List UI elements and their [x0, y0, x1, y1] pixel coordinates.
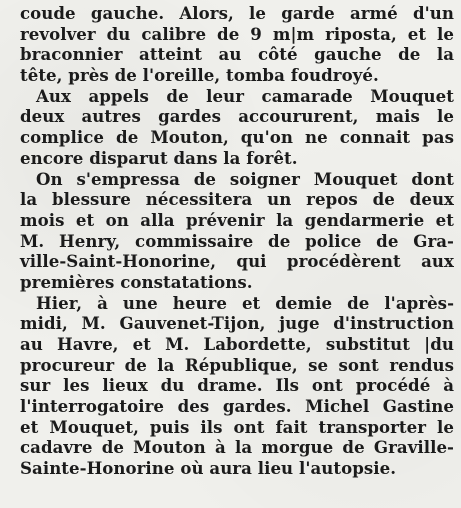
text-line: cadavre de Mouton à la morgue de Graville-	[20, 437, 454, 458]
article-column	[20, 3, 454, 479]
paragraph-4	[20, 293, 454, 479]
text-line: coude gauche. Alors, le garde armé d'un	[20, 3, 454, 23]
text-line: procureur de la République, se sont rendus	[20, 354, 454, 375]
text-line: sur les lieux du drame. Ils ont procédé à	[20, 375, 454, 396]
text-line: mois et on alla prévenir la gendarmerie et	[20, 209, 454, 230]
text-line: l'interrogatoire des gardes. Michel Gastine	[20, 396, 454, 417]
text-line: la blessure nécessitera un repos de deux	[20, 189, 454, 210]
text-line: complice de Mouton, qu'on ne connait pas	[20, 127, 454, 148]
text-line: revolver du calibre de 9 m|m riposta, et le	[20, 23, 454, 44]
text-line: encore disparut dans la forêt.	[20, 147, 298, 168]
paragraph-3	[20, 169, 454, 293]
text-line: tête, près de l'oreille, tomba foudroyé.	[20, 65, 379, 86]
text-line: premières constatations.	[20, 271, 253, 292]
text-line: et Mouquet, puis ils ont fait transporter le	[20, 416, 454, 437]
paragraph-2	[20, 86, 454, 169]
paragraph-1	[20, 3, 454, 86]
text-line: On s'empressa de soigner Mouquet dont	[36, 168, 454, 189]
text-line: Aux appels de leur camarade Mouquet	[36, 85, 454, 106]
text-line: Sainte-Honorine où aura lieu l'autopsie.	[20, 458, 397, 479]
text-line: midi, M. Gauvenet-Tijon, juge d'instruction	[20, 313, 454, 334]
text-line: M. Henry, commissaire de police de Gra-	[20, 230, 454, 251]
text-line: deux autres gardes accoururent, mais le	[20, 106, 454, 127]
text-line: Hier, à une heure et demie de l'après-	[36, 292, 454, 313]
text-line: braconnier atteint au côté gauche de la	[20, 44, 454, 65]
text-line: ville-Saint-Honorine, qui procédèrent aux	[20, 251, 454, 272]
text-line: au Havre, et M. Labordette, substitut |du	[20, 334, 454, 354]
